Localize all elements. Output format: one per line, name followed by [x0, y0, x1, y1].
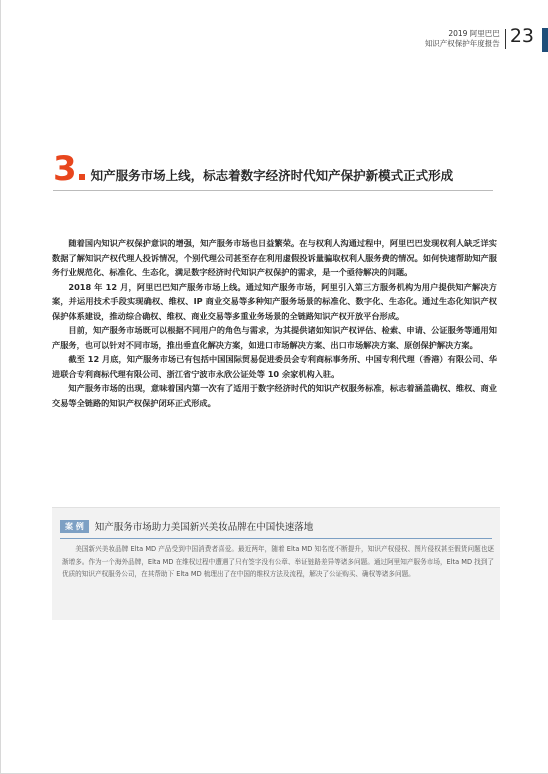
section-number: 3 [53, 149, 77, 189]
section-dot-icon [79, 174, 85, 180]
report-title [425, 29, 500, 49]
page-number: 23 [509, 25, 534, 47]
report-title-line1: 2019 阿里巴巴 [448, 29, 500, 38]
case-body-text [62, 543, 494, 581]
section-title: 知产服务市场上线，标志着数字经济时代知产保护新模式正式形成 [90, 168, 454, 183]
body-paragraph: 目前，知产服务市场既可以根据不同用户的角色与需求，为其提供诸如知识产权评估、检索、申请、公证服务等通用知产服务，也可以针对不同市场，推出垂直化解决方案，如进口市场解决方案、出口市场解决方案、原创保护解决方案。 [52, 325, 497, 350]
side-tab-bar [542, 28, 548, 52]
case-title: 知产服务市场助力美国新兴美妆品牌在中国快速落地 [94, 522, 314, 533]
body-text [52, 236, 497, 410]
case-tag-badge: 案 例 [60, 520, 89, 533]
body-paragraph: 随着国内知识产权保护意识的增强，知产服务市场也日益繁荣。在与权利人沟通过程中，阿里巴巴发现权利人缺乏详实数据了解知识产权代理人投诉情况，个别代理公司甚至存在利用虚假投诉量骗取权利人服务费的情况。如何快速帮助知产服务行业规范化、标准化、生态化，满足数字经济时代知识产权保护的需求，是一个亟待解决的问题。 [52, 238, 497, 277]
body-paragraph: 截至 12 月底，知产服务市场已有包括中国国际贸易促进委员会专利商标事务所、中国专利代理（香港）有限公司、华进联合专利商标代理有限公司、浙江省宁波市永欣公证处等 10 余家机构入驻。 [52, 354, 497, 379]
case-divider [60, 538, 492, 539]
page-header [425, 26, 534, 49]
title-divider [53, 190, 493, 191]
case-paragraph: 美国新兴美妆品牌 Elta MD 产品受到中国消费者喜爱。最近两年，随着 Elta MD 知名度不断提升，知识产权侵权、图片侵权甚至假货问题也逐渐增多。作为一个海外品牌，Elta MD 在维权过程中遭遇了只有签字没有公章、举证链路差异等诸多问题。通过阿里知产服务市场，Elta MD 找到了优质的知识产权服务公司，在其帮助下 Elta MD 梳理出了在中国的维权方法及流程，解决了公证购买、确权等诸多问题。 [62, 545, 494, 578]
case-header [60, 519, 313, 533]
header-divider [505, 29, 506, 49]
report-title-line2: 知识产权保护年度报告 [424, 39, 500, 48]
section-heading [53, 149, 493, 189]
body-paragraph: 知产服务市场的出现，意味着国内第一次有了适用于数字经济时代的知识产权服务标准，标志着涵盖确权、维权、商业交易等全链路的知识产权保护闭环正式形成。 [52, 383, 497, 408]
body-paragraph: 2018 年 12 月，阿里巴巴知产服务市场上线。通过知产服务市场，阿里引入第三方服务机构为用户提供知产解决方案，并运用技术手段实现确权、维权、IP 商业交易等多种知产服务场景的标准化、数字化、生态化。通过生态化知识产权保护体系建设，推动综合确权、维权、商业交易等多重业务场景的全链路知识产权开放平台形成。 [52, 281, 497, 321]
case-study-box [52, 507, 500, 620]
